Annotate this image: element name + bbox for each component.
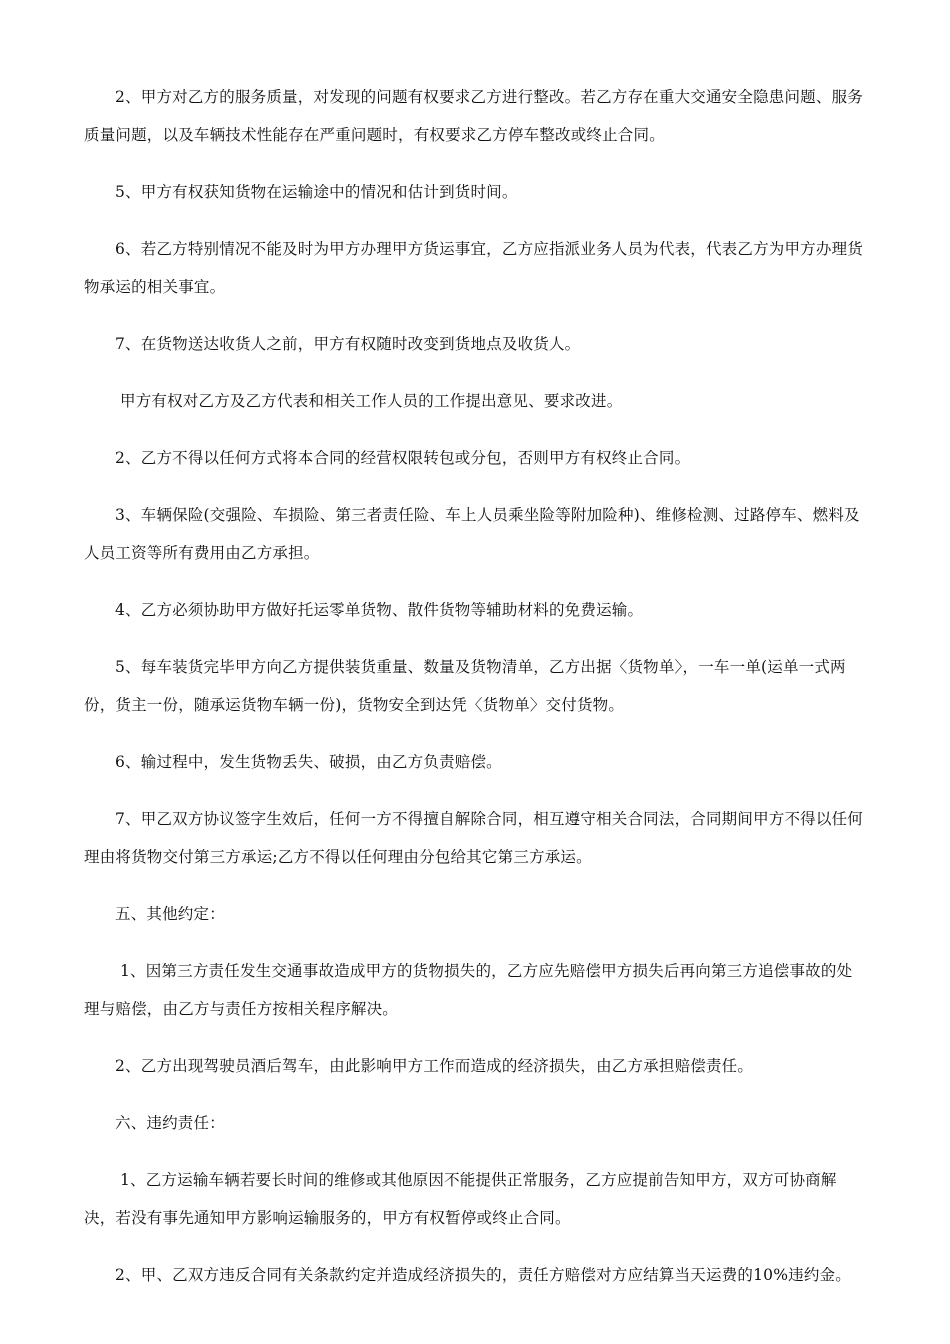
paragraph: 7、甲乙双方协议签字生效后，任何一方不得擅自解除合同，相互遵守相关合同法，合同期间甲方不得以任何理由将货物交付第三方承运;乙方不得以任何理由分包给其它第三方承运。 [84, 810, 863, 866]
document-body [84, 78, 866, 1313]
paragraph: 2、甲、乙双方违反合同有关条款约定并造成经济损失的，责任方赔偿对方应结算当天运费的10%违约金。 [115, 1266, 851, 1284]
paragraph: 甲方有权对乙方及乙方代表和相关工作人员的工作提出意见、要求改进。 [120, 392, 623, 410]
paragraph: 1、乙方运输车辆若要长时间的维修或其他原因不能提供正常服务，乙方应提前告知甲方，双方可协商解决，若没有事先通知甲方影响运输服务的，甲方有权暂停或终止合同。 [84, 1171, 837, 1227]
paragraph: 6、若乙方特别情况不能及时为甲方办理甲方货运事宜，乙方应指派业务人员为代表，代表乙方为甲方办理货物承运的相关事宜。 [84, 240, 863, 296]
paragraph: 5、每车装货完毕甲方向乙方提供装货重量、数量及货物清单，乙方出据〈货物单〉，一车一单(运单一式两份，货主一份，随承运货物车辆一份)，货物安全到达凭〈货物单〉交付货物。 [84, 658, 846, 714]
section-heading: 五、其他约定： [115, 905, 225, 923]
paragraph: 3、车辆保险(交强险、车损险、第三者责任险、车上人员乘坐险等附加险种)、维修检测、过路停车、燃料及人员工资等所有费用由乙方承担。 [84, 506, 860, 562]
paragraph: 1、因第三方责任发生交通事故造成甲方的货物损失的，乙方应先赔偿甲方损失后再向第三方追偿事故的处理与赔偿，由乙方与责任方按相关程序解决。 [84, 962, 853, 1018]
section-heading: 六、违约责任： [115, 1114, 225, 1132]
paragraph: 5、甲方有权获知货物在运输途中的情况和估计到货时间。 [115, 183, 518, 201]
paragraph: 2、甲方对乙方的服务质量，对发现的问题有权要求乙方进行整改。若乙方存在重大交通安全隐患问题、服务质量问题，以及车辆技术性能存在严重问题时，有权要求乙方停车整改或终止合同。 [84, 88, 863, 144]
paragraph: 2、乙方出现驾驶员酒后驾车，由此影响甲方工作而造成的经济损失，由乙方承担赔偿责任。 [115, 1057, 754, 1075]
paragraph: 2、乙方不得以任何方式将本合同的经营权限转包或分包，否则甲方有权终止合同。 [115, 449, 691, 467]
paragraph: 6、输过程中，发生货物丢失、破损，由乙方负责赔偿。 [115, 753, 502, 771]
paragraph: 7、在货物送达收货人之前，甲方有权随时改变到货地点及收货人。 [115, 335, 581, 353]
paragraph: 4、乙方必须协助甲方做好托运零单货物、散件货物等辅助材料的免费运输。 [115, 601, 644, 619]
